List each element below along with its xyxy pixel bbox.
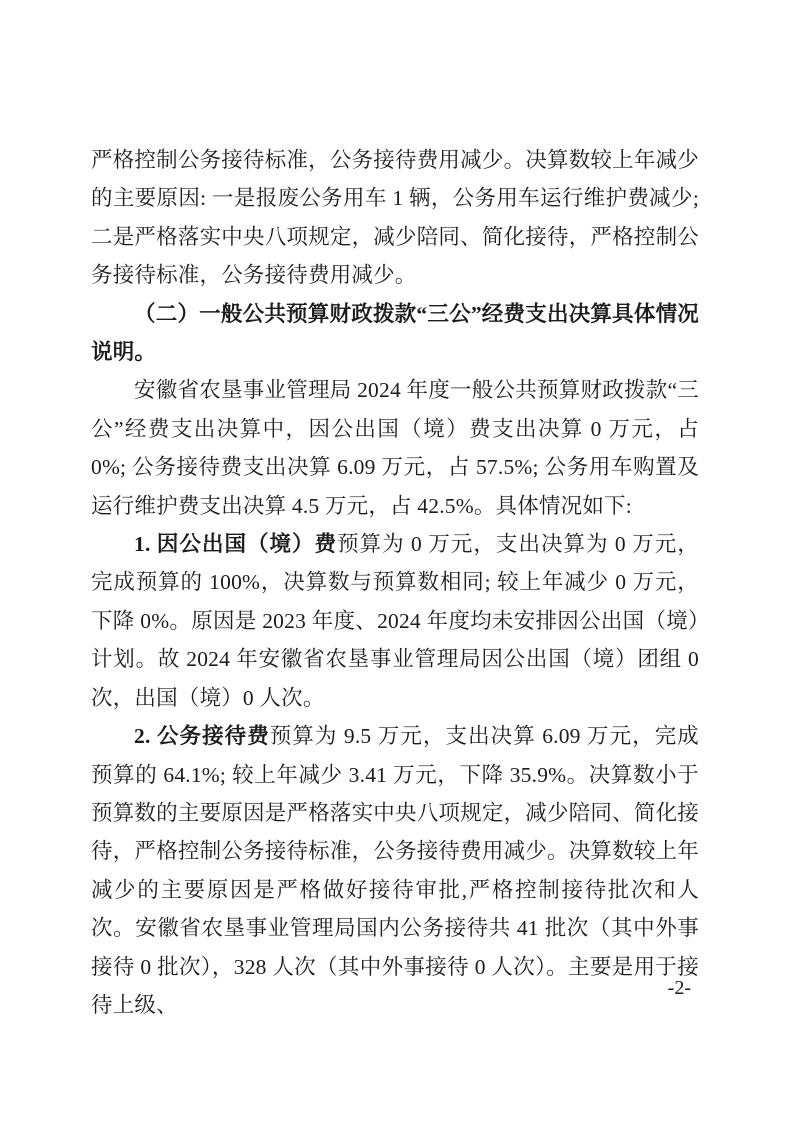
item2-lead-label: 2. 公务接待费 bbox=[134, 724, 270, 749]
document-body bbox=[91, 141, 699, 1024]
paragraph-item1 bbox=[91, 525, 699, 717]
item2-body-text: 预算为 9.5 万元，支出决算 6.09 万元，完成预算的 64.1%; 较上年减少 3.41 万元，下降 35.9%。决算数小于预算数的主要原因是严格落实中央八项规定，减少陪同、简化接待，严格控制公务接待标准，公务接待费用减少。决算数较上年减少的主要原因是严格做好接待审批,严格控制接待批次和人次。安徽省农垦事业管理局国内公务接待共 41 批次（其中外事接待 0 批次），328 人次（其中外事接待 0 人次）。主要是用于接待上级、 bbox=[91, 724, 699, 1017]
item1-lead-label: 1. 因公出国（境）费 bbox=[134, 532, 338, 557]
section-heading: （二）一般公共预算财政拨款“三公”经费支出决算具体情况说明。 bbox=[91, 301, 699, 365]
paragraph-overview: 安徽省农垦事业管理局 2024 年度一般公共预算财政拨款“三公”经费支出决算中，因公出国（境）费支出决算 0 万元，占 0%; 公务接待费支出决算 6.09 万元，占 57.5%; 公务用车购置及运行维护费支出决算 4.5 万元，占 42.5%。具体情况如下: bbox=[91, 378, 699, 518]
item1-body-text: 预算为 0 万元，支出决算为 0 万元，完成预算的 100%，决算数与预算数相同; 较上年减少 0 万元，下降 0%。原因是 2023 年度、2024 年度均未安排因公出国（境）计划。故 2024 年安徽省农垦事业管理局因公出国（境）团组 0 次，出国（境）0 人次。 bbox=[91, 532, 699, 710]
paragraph-continuation: 严格控制公务接待标准，公务接待费用减少。决算数较上年减少的主要原因: 一是报废公务用车 1 辆，公务用车运行维护费减少; 二是严格落实中央八项规定，减少陪同、简化接待，严格控制公务接待标准，公务接待费用减少。 bbox=[91, 148, 699, 288]
page-number: -2- bbox=[667, 977, 691, 999]
